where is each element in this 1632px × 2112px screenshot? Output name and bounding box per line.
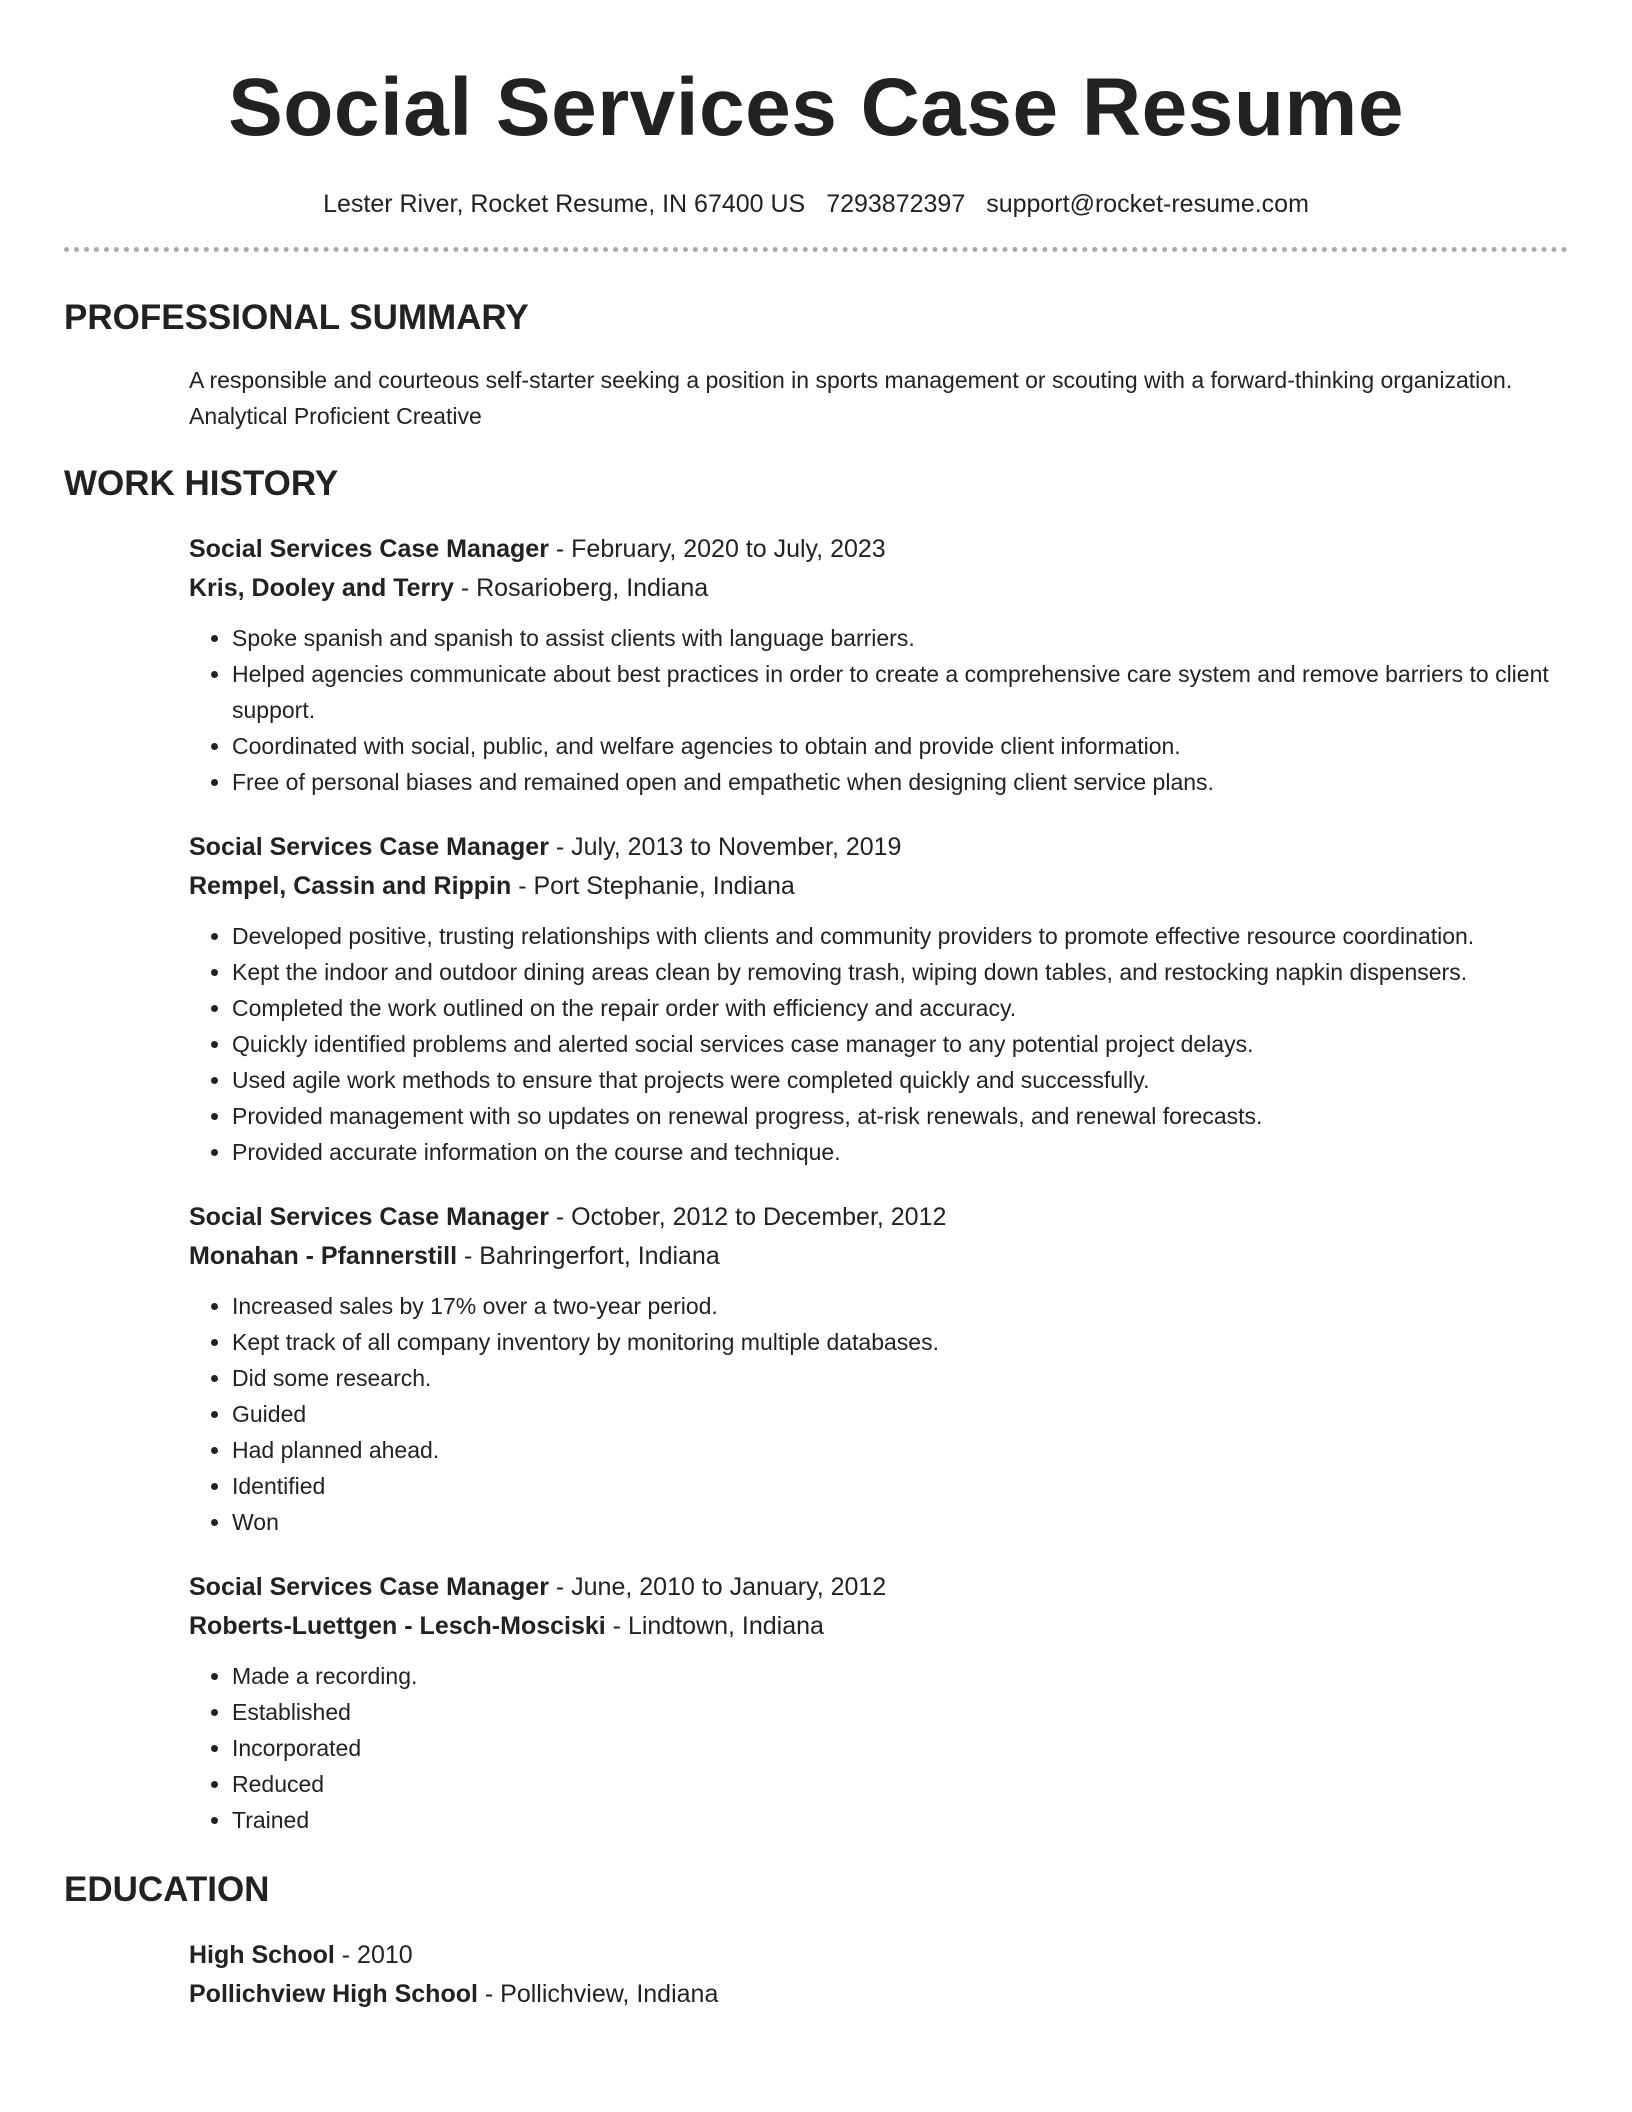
summary-text: A responsible and courteous self-starter seeking a position in sports management or scouting with a forward-thinking organization. Analytical Proficient Creative	[189, 367, 1513, 429]
job-dates: - July, 2013 to November, 2019	[548, 833, 902, 861]
degree-line	[189, 1936, 1568, 1975]
bullet-item: • Trained	[232, 1802, 1568, 1838]
work-history-heading: WORK HISTORY	[64, 464, 339, 503]
bullet-item: • Kept track of all company inventory by monitoring multiple databases.	[232, 1324, 1568, 1360]
bullet-item: • Identified	[232, 1468, 1568, 1504]
bullet-item: • Developed positive, trusting relationships with clients and community providers to promote effective resource coordination.	[232, 918, 1568, 954]
job-dates: - February, 2020 to July, 2023	[548, 535, 886, 563]
bullet-item: • Provided management with so updates on renewal progress, at-risk renewals, and renewal forecasts.	[232, 1098, 1568, 1134]
bullet-item: • Completed the work outlined on the repair order with efficiency and accuracy.	[232, 990, 1568, 1026]
bullet-item: • Guided	[232, 1396, 1568, 1432]
job-bullets	[189, 1288, 1568, 1540]
degree-year: - 2010	[334, 1941, 413, 1969]
job-dates: - October, 2012 to December, 2012	[548, 1203, 947, 1231]
school-line	[189, 1975, 1568, 2014]
job-location: - Lindtown, Indiana	[605, 1612, 824, 1640]
job-location: - Rosarioberg, Indiana	[453, 574, 709, 602]
job-bullets	[189, 1658, 1568, 1838]
bullet-item: • Helped agencies communicate about best practices in order to create a comprehensive care system and remove barriers to client support.	[232, 656, 1568, 728]
bullet-item: • Increased sales by 17% over a two-year period.	[232, 1288, 1568, 1324]
job-company-line	[189, 867, 1568, 906]
job-title-line	[189, 828, 1568, 867]
email-text: support@rocket-resume.com	[986, 190, 1309, 218]
job-company: Rempel, Cassin and Rippin	[189, 872, 512, 900]
bullet-item: • Free of personal biases and remained open and empathetic when designing client service plans.	[232, 764, 1568, 800]
school-name: Pollichview High School	[189, 1980, 478, 2008]
job-company-line	[189, 1607, 1568, 1646]
bullet-item: • Provided accurate information on the course and technique.	[232, 1134, 1568, 1170]
job-role: Social Services Case Manager	[189, 535, 549, 563]
job-company-line	[189, 569, 1568, 608]
bullet-item: • Made a recording.	[232, 1658, 1568, 1694]
job-entry	[189, 1198, 1568, 1540]
bullet-item: • Coordinated with social, public, and welfare agencies to obtain and provide client information.	[232, 728, 1568, 764]
job-title-line	[189, 1198, 1568, 1237]
bullet-item: • Kept the indoor and outdoor dining areas clean by removing trash, wiping down tables, and restocking napkin dispensers.	[232, 954, 1568, 990]
degree-name: High School	[189, 1941, 335, 1969]
job-entry	[189, 1568, 1568, 1838]
address-text: Lester River, Rocket Resume, IN 67400 US	[323, 190, 806, 218]
job-bullets	[189, 620, 1568, 800]
header-divider	[64, 247, 1568, 252]
job-company: Monahan - Pfannerstill	[189, 1242, 458, 1270]
job-role: Social Services Case Manager	[189, 1203, 549, 1231]
job-entry	[189, 828, 1568, 1170]
job-company: Kris, Dooley and Terry	[189, 574, 454, 602]
bullet-item: • Incorporated	[232, 1730, 1568, 1766]
resume-title: Social Services Case Resume	[228, 62, 1404, 153]
education-heading: EDUCATION	[64, 1870, 270, 1909]
job-bullets	[189, 918, 1568, 1170]
job-location: - Bahringerfort, Indiana	[457, 1242, 720, 1270]
job-title-line	[189, 530, 1568, 569]
bullet-item: • Spoke spanish and spanish to assist clients with language barriers.	[232, 620, 1568, 656]
job-role: Social Services Case Manager	[189, 833, 549, 861]
bullet-item: • Reduced	[232, 1766, 1568, 1802]
bullet-item: • Did some research.	[232, 1360, 1568, 1396]
bullet-item: • Established	[232, 1694, 1568, 1730]
job-company: Roberts-Luettgen - Lesch-Mosciski	[189, 1612, 606, 1640]
summary-heading: PROFESSIONAL SUMMARY	[64, 298, 529, 337]
job-location: - Port Stephanie, Indiana	[511, 872, 795, 900]
bullet-item: • Used agile work methods to ensure that projects were completed quickly and successfully.	[232, 1062, 1568, 1098]
bullet-item: • Won	[232, 1504, 1568, 1540]
job-title-line	[189, 1568, 1568, 1607]
education-entry	[189, 1936, 1568, 2014]
school-location: - Pollichview, Indiana	[477, 1980, 719, 2008]
job-entry	[189, 530, 1568, 800]
job-role: Social Services Case Manager	[189, 1573, 549, 1601]
phone-text: 7293872397	[826, 190, 966, 218]
bullet-item: • Quickly identified problems and alerted social services case manager to any potential project delays.	[232, 1026, 1568, 1062]
bullet-item: • Had planned ahead.	[232, 1432, 1568, 1468]
job-company-line	[189, 1237, 1568, 1276]
contact-line	[64, 188, 1568, 220]
job-dates: - June, 2010 to January, 2012	[548, 1573, 887, 1601]
